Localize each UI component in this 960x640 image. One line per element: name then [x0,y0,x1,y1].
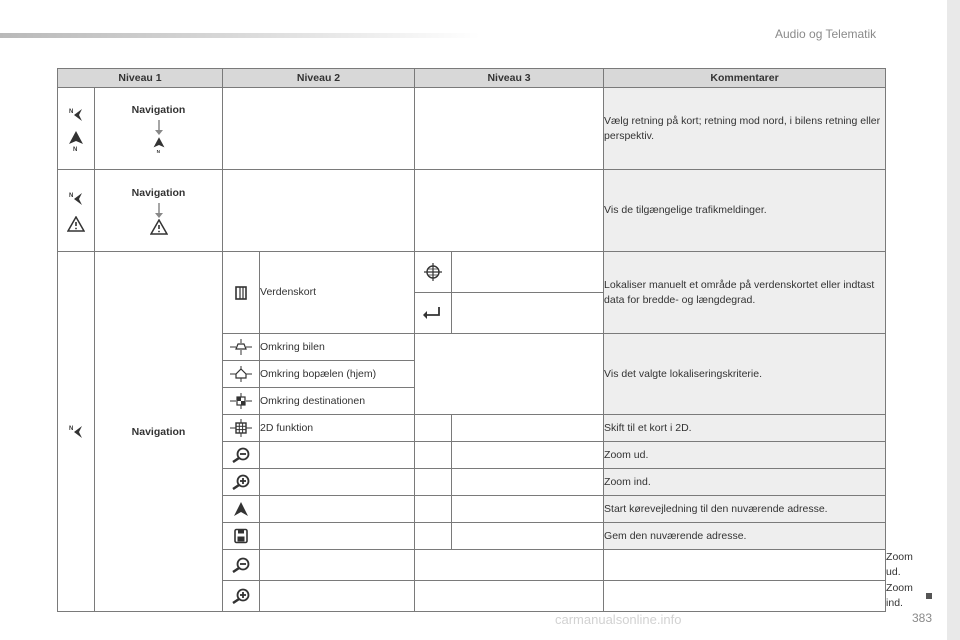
around-home-icon [230,366,252,382]
level3-cell [452,442,604,469]
level2-icon-cell [223,496,260,523]
level3-icon-cell [415,442,452,469]
zoom-out-icon [231,557,251,573]
level3-icon-cell [415,523,452,550]
level3-cell [452,415,604,442]
header-level3: Niveau 3 [415,69,604,88]
world-map-icon [233,285,249,301]
zoom-out-icon [231,447,251,463]
header-level2: Niveau 2 [223,69,415,88]
level2-icon-cell [223,252,260,334]
level2-icon-cell [223,334,260,361]
comment-cell: Vis det valgte lokaliseringskriterie. [604,334,886,415]
navigation-start-icon [233,501,249,517]
table-row [58,252,886,293]
level3-icon-cell [604,581,886,612]
level2-cell [415,581,604,612]
header-level1: Niveau 1 [58,69,223,88]
header-gradient-bar [0,33,480,38]
level1-icon-cell [223,550,260,581]
level3-cell [452,293,604,334]
level2-label: Omkring bilen [260,334,415,361]
level1-icon-cell [58,170,95,252]
watermark: carmanualsonline.info [555,612,682,627]
level3-cell [452,252,604,293]
page-edge-strip [947,0,960,640]
header-comments: Kommentarer [604,69,886,88]
svg-text:N: N [156,148,160,154]
north-arrow-icon [152,136,166,154]
svg-text:N: N [69,108,74,115]
level2-icon-cell [223,388,260,415]
table-row [58,170,886,252]
level3-icon-cell [415,496,452,523]
level1-cell [95,88,223,170]
level2-icon-cell [223,361,260,388]
map-2d-icon [230,419,252,437]
level3-cell [452,469,604,496]
svg-text:N: N [69,425,74,432]
map-orientation-icon [67,190,85,208]
level3-icon-cell [604,550,886,581]
comment-cell: Zoom ud. [604,442,886,469]
level2-cell [260,523,415,550]
level2-cell [260,469,415,496]
zoom-in-icon [231,474,251,490]
level3-icon-cell [415,415,452,442]
level2-label: Omkring bopælen (hjem) [260,361,415,388]
level1-label: Navigation [131,186,186,199]
warning-icon [67,216,85,232]
level2-label: Verdenskort [260,252,415,334]
svg-text:N: N [73,146,78,152]
level1-icon-cell [58,88,95,170]
comment-cell: Start kørevejledning til den nuværende adresse. [604,496,886,523]
level2-icon-cell [223,523,260,550]
comment-cell: Skift til et kort i 2D. [604,415,886,442]
svg-text:N: N [69,192,74,199]
table-row [58,88,886,170]
table-row: Zoom ind. [58,581,886,612]
level3-cell [452,523,604,550]
table-header-row [58,69,886,88]
warning-icon [150,219,168,235]
level3-icon-cell [415,252,452,293]
level2-cell [260,442,415,469]
level2-cell [415,550,604,581]
level1-label: Navigation [95,252,223,612]
map-orientation-icon [67,106,85,124]
level3-icon-cell [415,293,452,334]
enter-icon [423,305,443,321]
level2-icon-cell [223,442,260,469]
level2-label: 2D funktion [260,415,415,442]
arrow-down-icon [154,203,164,219]
comment-cell: Gem den nuværende adresse. [604,523,886,550]
level1-icon-cell [58,252,95,612]
level3-icon-cell [415,469,452,496]
map-orientation-icon [67,423,85,441]
page-number: 383 [912,611,933,625]
level1-label: Navigation [131,103,186,116]
comment-cell: Zoom ind. [604,469,886,496]
around-destination-icon [230,393,252,409]
page-marker [926,593,932,599]
level2-icon-cell [223,469,260,496]
level3-cell [415,170,604,252]
around-car-icon [230,339,252,355]
level1-cell [95,170,223,252]
level2-label: Omkring destinationen [260,388,415,415]
level2-icon-cell [223,415,260,442]
arrow-down-icon [154,120,164,136]
section-title: Audio og Telematik [775,27,877,41]
level2-cell [223,88,415,170]
level2-cell [260,496,415,523]
level1-cell [260,550,415,581]
level2-cell [223,170,415,252]
level3-cell [452,496,604,523]
crosshair-icon [423,262,443,282]
table-row: Zoom ud. [58,550,886,581]
comment-cell: Lokaliser manuelt et område på verdenskortet eller indtast data for bredde- og længdegrad. [604,252,886,334]
north-arrow-icon [67,130,85,152]
zoom-in-icon [231,588,251,604]
comment-cell: Vælg retning på kort; retning mod nord, i bilens retning eller perspektiv. [604,88,886,170]
level1-cell [260,581,415,612]
level3-cell [415,334,604,415]
level1-icon-cell [223,581,260,612]
menu-table [57,68,913,612]
comment-cell: Vis de tilgængelige trafikmeldinger. [604,170,886,252]
save-icon [233,528,249,544]
level3-cell [415,88,604,170]
